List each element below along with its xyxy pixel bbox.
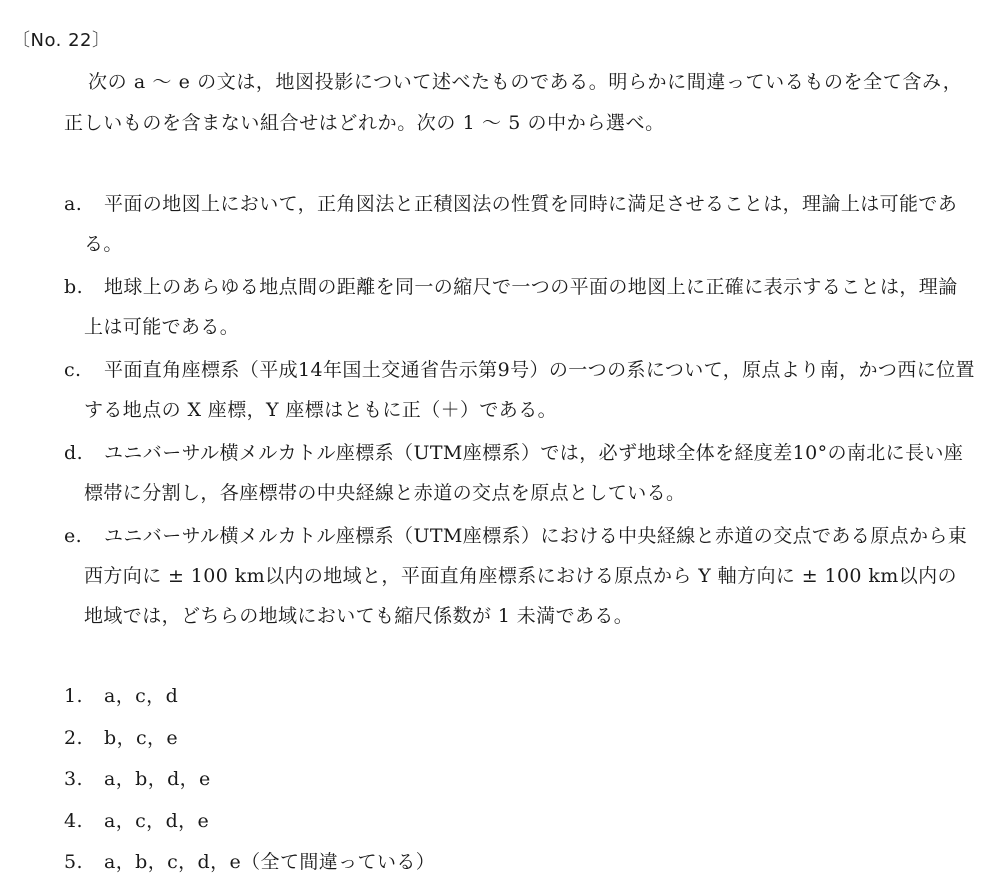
choice-number: 2. (64, 726, 83, 749)
statement-text: 平面直角座標系（平成14年国土交通省告示第9号）の一つの系について，原点より南，かつ西に位置する地点の X 座標，Y 座標はともに正（＋）である。 (84, 359, 975, 421)
choice-text: a，b，c，d，e（全て間違っている） (104, 851, 436, 873)
choice-text: a，b，d，e (104, 768, 211, 790)
choice-4 (64, 801, 435, 843)
statement-text: ユニバーサル横メルカトル座標系（UTM座標系）における中央経線と赤道の交点である原点から東西方向に ± 100 km以内の地域と，平面直角座標系における原点から Y 軸方向に ± 100 km以内の地域では，どちらの地域においても縮尺係数が 1 未満である。 (84, 525, 968, 627)
statement-label: b. (64, 276, 84, 298)
question-intro: 次の a ～ e の文は，地図投影について述べたものである。明らかに間違っているものを全て含み，正しいものを含まない組合せはどれか。次の 1 ～ 5 の中から選べ。 (64, 71, 963, 134)
statement-label: e. (64, 525, 83, 547)
choice-1 (64, 676, 435, 718)
question-number: 〔No. 22〕 (12, 30, 111, 51)
choice-5 (64, 842, 435, 884)
statement-b (64, 267, 976, 347)
statement-list (64, 184, 976, 639)
statement-c (64, 350, 976, 430)
statement-text: 平面の地図上において，正角図法と正積図法の性質を同時に満足させることは，理論上は可能である。 (84, 193, 958, 255)
statement-label: d. (64, 442, 84, 464)
choice-number: 3. (64, 768, 83, 790)
choice-text: a，c，d (104, 685, 179, 707)
statement-text: ユニバーサル横メルカトル座標系（UTM座標系）では，必ず地球全体を経度差10°の南北に長い座標帯に分割し，各座標帯の中央経線と赤道の交点を原点としている。 (84, 442, 964, 504)
answer-choices (64, 676, 435, 884)
statement-d (64, 433, 976, 513)
choice-3 (64, 759, 435, 801)
choice-text: a，c，d，e (104, 809, 210, 832)
statement-text: 地球上のあらゆる地点間の距離を同一の縮尺で一つの平面の地図上に正確に表示することは，理論上は可能である。 (84, 276, 958, 338)
choice-number: 5. (64, 851, 83, 873)
choice-number: 4. (64, 809, 83, 832)
choice-2 (64, 718, 435, 760)
choice-number: 1. (64, 685, 83, 707)
statement-label: c. (64, 359, 82, 381)
choice-text: b，c，e (104, 726, 179, 749)
statement-label: a. (64, 193, 83, 215)
statement-e (64, 516, 976, 636)
statement-a (64, 184, 976, 264)
